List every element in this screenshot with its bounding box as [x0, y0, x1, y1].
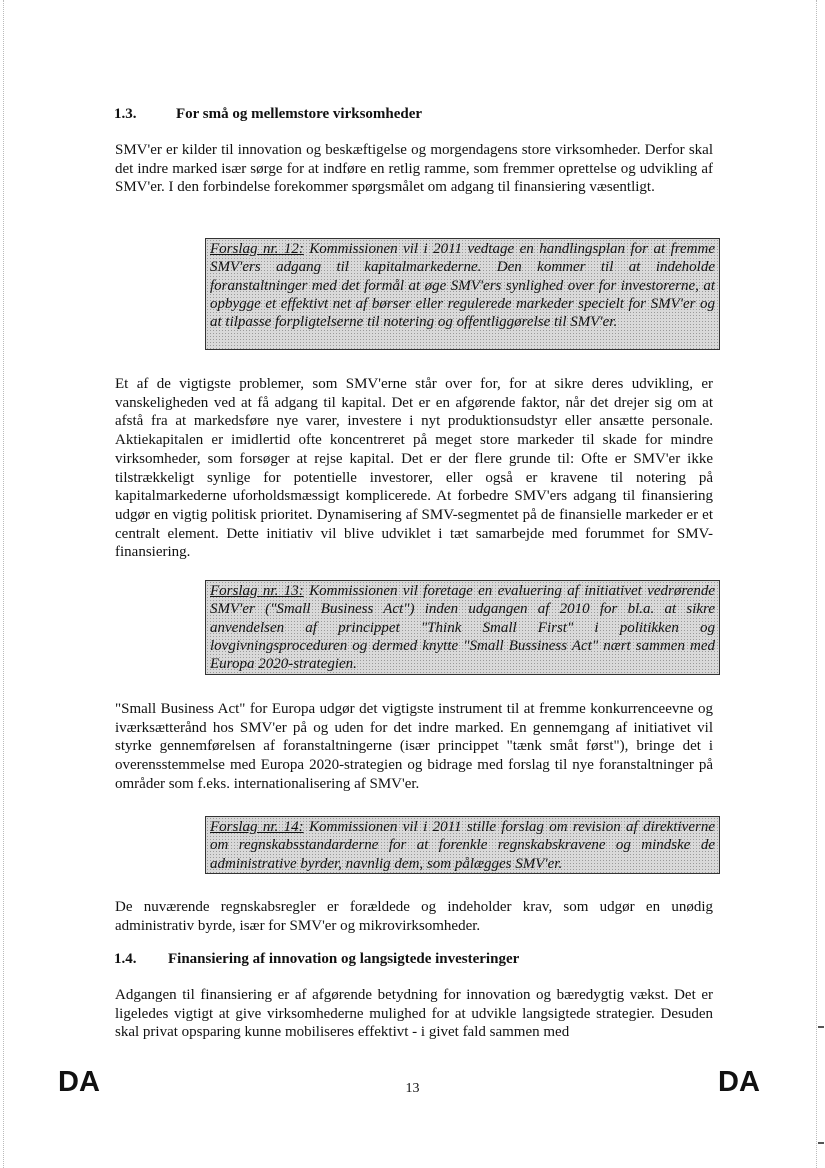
- paragraph: Et af de vigtigste problemer, som SMV'erne står over for, for at sikre deres udvikling, er vanskeligheden ved at få adgang til kapital. Det er en afgørende faktor, når det drejer sig om at afstå fra at markedsføre nye varer, investere i nyt produktionsudstyr eller ansætte personale. Aktiekapitalen er imidlertid ofte koncentreret på meget store markeder til skade for mindre virksomheder, som forsøger at rejse kapital. Det er der flere grunde til: Ofte er SMV'er ikke tilstrækkeligt synlige for potentielle investorer, eller også er kravene til notering på kapitalmarkederne uforholdsmæssigt komplicerede. At forbedre SMV'ers adgang til finansiering udgør en vigtig politisk prioritet. Dynamisering af SMV-segmentet på de finansielle markeder er et centralt element. Dette initiativ vil blive udviklet i tæt samarbejde med forummet for SMV-finansiering.: [115, 376, 713, 561]
- page-number: 13: [405, 1081, 420, 1096]
- footer-language-right: DA: [718, 1066, 760, 1098]
- paragraph: "Small Business Act" for Europa udgør det vigtigste instrument til at fremme konkurrenceevne og iværksætterånd hos SMV'er på og uden for det indre marked. En gennemgang af initiativet vil styrke gennemførelsen af foranstaltningerne (især princippet "tænk småt først"), bringe det i overensstemmelse med Europa 2020-strategien og bidrage med forslag til nye foranstaltninger på områder som f.eks. internationalisering af SMV'er.: [115, 701, 713, 792]
- proposal-text: Kommissionen vil i 2011 vedtage en handlingsplan for at fremme SMV'ers adgang til kapitalmarkederne. Den kommer til at indeholde foranstaltninger med det formål at øge SMV'ers synlighed over for investorerne, at opbygge et effektivt net af børser eller regulerede markeder specielt for SMV'er og at tilpasse forpligtelserne til notering og offentliggørelse til SMV'er.: [210, 241, 715, 331]
- margin-tick: [818, 1142, 824, 1144]
- page-edge-left: [3, 0, 4, 1168]
- proposal-label: Forslag nr. 13:: [210, 583, 304, 599]
- paragraph: SMV'er er kilder til innovation og beskæftigelse og morgendagens store virksomheder. Derfor skal det indre marked især sørge for at indføre en retlig ramme, som fremmer oprettelse og udvikling af SMV'er. I den forbindelse forekommer spørgsmålet om adgang til finansiering væsentligt.: [115, 142, 713, 196]
- paragraph: Adgangen til finansiering er af afgørende betydning for innovation og bæredygtig vækst. Det er ligeledes vigtigt at give virksomhederne mulighed for at udvikle langsigtede strategier. Desuden skal privat opsparing kunne mobiliseres effektivt - i givet fald sammen med: [115, 987, 713, 1041]
- proposal-label: Forslag nr. 12:: [210, 241, 304, 257]
- proposal-text: Kommissionen vil i 2011 stille forslag om revision af direktiverne om regnskabsstandarderne for at forenkle regnskabskravene og mindske de administrative byrder, navnlig dem, som pålægges SMV'er.: [210, 819, 715, 872]
- section-number: 1.3.: [114, 106, 137, 122]
- proposal-text: Kommissionen vil foretage en evaluering af initiativet vedrørende SMV'er ("Small Business Act") inden udgangen af 2010 for bl.a. at sikre anvendelsen af princippet "Think Small First" i politikken og lovgivningsproceduren og dermed knytte "Small Bussiness Act" nært sammen med Europa 2020-strategien.: [210, 583, 715, 673]
- section-heading-1-3: [114, 106, 423, 123]
- paragraph: De nuværende regnskabsregler er forældede og indeholder krav, som udgør en unødig administrativ byrde, især for SMV'er og mikrovirksomheder.: [115, 899, 713, 934]
- proposal-label: Forslag nr. 14:: [210, 819, 304, 835]
- section-heading-1-4: [114, 951, 520, 968]
- proposal-box-13: [205, 580, 720, 675]
- margin-tick: [818, 1026, 824, 1028]
- footer-language-left: DA: [58, 1066, 100, 1098]
- section-number: 1.4.: [114, 951, 137, 967]
- section-title: For små og mellemstore virksomheder: [176, 106, 423, 122]
- proposal-box-12: [205, 238, 720, 350]
- page-edge-right: [816, 0, 817, 1168]
- proposal-box-14: [205, 816, 720, 874]
- section-title: Finansiering af innovation og langsigtede investeringer: [168, 951, 520, 967]
